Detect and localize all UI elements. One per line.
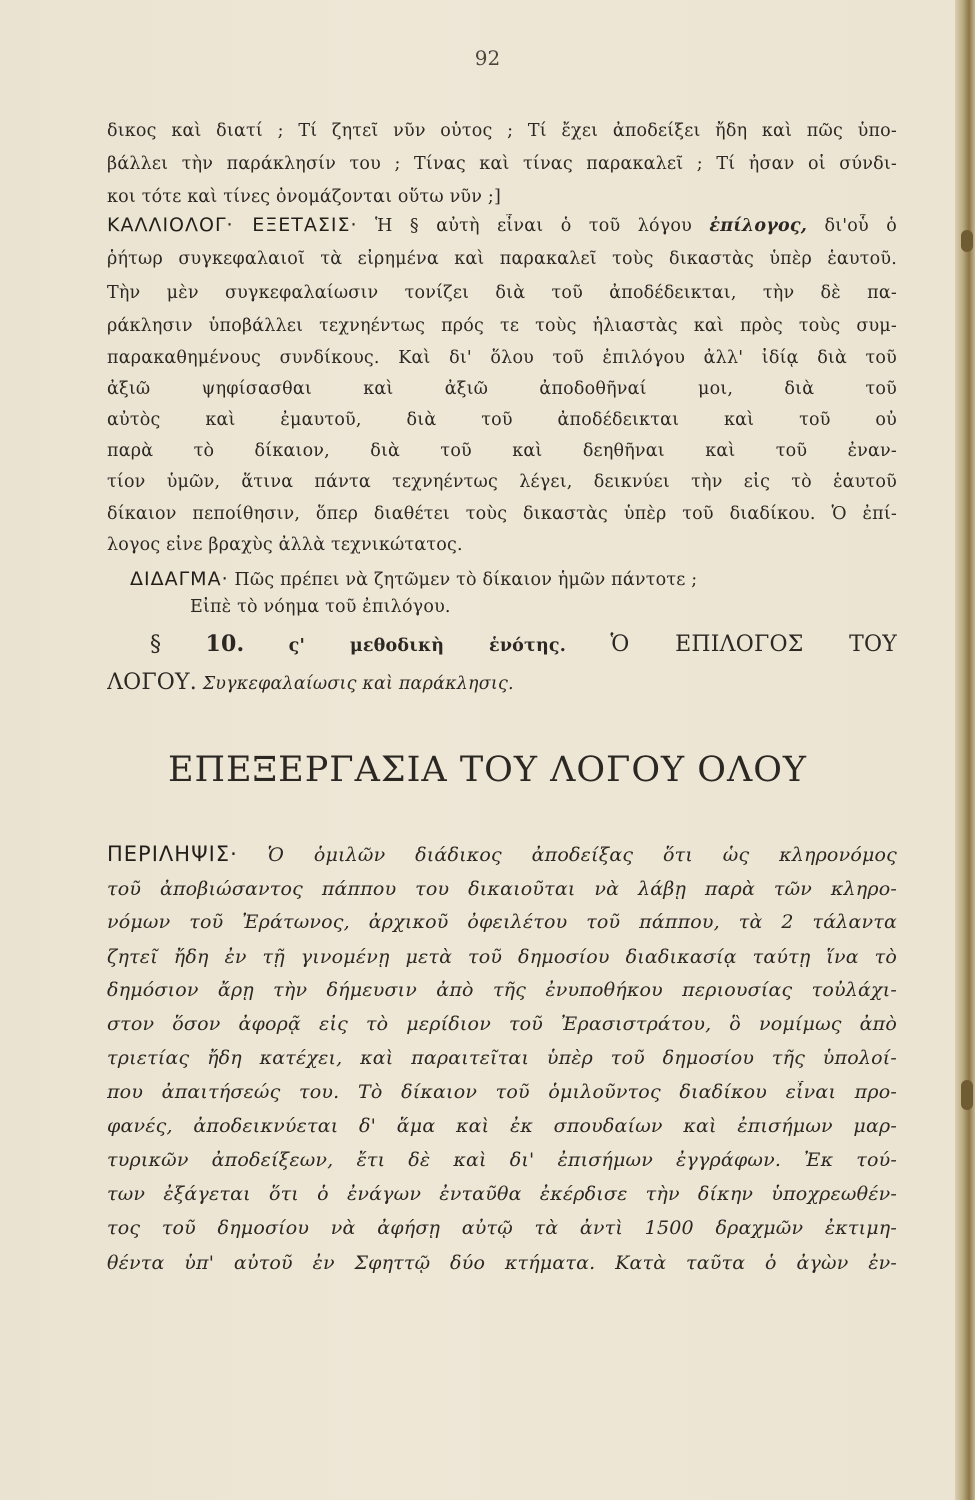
text-fragment: δι'οὗ ὁ	[824, 216, 897, 236]
text-line: τος τοῦ δημοσίου νὰ ἀφήσῃ αὐτῷ τὰ ἀντὶ 1500 δραχμῶν ἐκτιμη-	[107, 1217, 897, 1239]
text-line: τίον ὑμῶν, ἅτινα πάντα τεχνηέντως λέγει, δεικνύει τὴν εἰς τὸ ἑαυτοῦ	[107, 472, 897, 492]
section-title: Ὁ ΕΠΙΛΟΓΟΣ ΤΟΥ	[610, 632, 897, 657]
text-line	[107, 842, 897, 866]
text-line: Τὴν μὲν συγκεφαλαίωσιν τονίζει διὰ τοῦ ἀποδέδεικται, τὴν δὲ πα-	[107, 283, 897, 303]
text-line: τοῦ ἀποβιώσαντος πάππου του δικαιοῦται νὰ λάβῃ παρὰ τῶν κληρο-	[107, 878, 897, 900]
text-line: αὐτὸς καὶ ἐμαυτοῦ, διὰ τοῦ ἀποδέδεικται καὶ τοῦ οὐ	[107, 410, 897, 430]
text-line: στον ὅσον ἀφορᾷ εἰς τὸ μερίδιον τοῦ Ἐρασιστράτου, ὃ νομίμως ἀπὸ	[107, 1013, 897, 1035]
section-heading	[150, 631, 897, 657]
emphasis-word: ἐπίλογος,	[709, 216, 808, 236]
text-line: δημόσιον ἄρῃ τὴν δήμευσιν ἀπὸ τῆς ἐνυποθήκου περιουσίας τοὐλάχι-	[107, 979, 897, 1001]
text-fragment: Ὁ ὁμιλῶν διάδικος ἀποδείξας ὅτι ὡς κληρονόμος	[267, 844, 897, 866]
text-line: ζητεῖ ἤδη ἐν τῇ γινομένῃ μετὰ τοῦ δημοσίου διαδικασίᾳ ταύτῃ ἵνα τὸ	[107, 946, 897, 968]
text-fragment: Ἡ § αὐτὴ εἶναι ὁ τοῦ λόγου	[374, 216, 693, 236]
text-line: νόμων τοῦ Ἐράτωνος, ἀρχικοῦ ὀφειλέτου τοῦ πάππου, τὰ 2 τάλαντα	[107, 911, 897, 933]
text-line: παρακαθημένους συνδίκους. Καὶ δι' ὅλου τοῦ ἐπιλόγου ἀλλ' ἰδίᾳ διὰ τοῦ	[107, 348, 897, 368]
section-mark: §	[150, 632, 162, 657]
text-line	[107, 670, 897, 695]
exam-heading: ΚΑΛΛΙΟΛΟΓ· ΕΞΕΤΑΣΙΣ·	[107, 214, 358, 236]
page-number: 92	[474, 46, 501, 70]
edge-mark	[961, 1080, 973, 1110]
text-line: θέντα ὑπ' αὐτοῦ ἐν Σφηττῷ δύο κτήματα. Κατὰ ταῦτα ὁ ἀγὼν ἐν-	[107, 1252, 897, 1274]
summary-heading: ΠΕΡΙΛΗΨΙΣ·	[107, 842, 238, 866]
section-number: 10.	[205, 631, 245, 657]
text-line: παρὰ τὸ δίκαιον, διὰ τοῦ καὶ δεηθῆναι καὶ τοῦ ἐναν-	[107, 441, 897, 461]
main-heading: ΕΠΕΞΕΡΓΑΣΙΑ ΤΟΥ ΛΟΓΟΥ ΟΛΟΥ	[167, 750, 808, 790]
text-line: ράκλησιν ὑποβάλλει τεχνηέντως πρός τε τοὺς ἡλιαστὰς καὶ πρὸς τοὺς συμ-	[107, 316, 897, 336]
text-line: δίκαιον πεποίθησιν, ὅπερ διαθέτει τοὺς δικαστὰς ὑπὲρ τοῦ διαδίκου. Ὁ ἐπί-	[107, 504, 897, 524]
text-line: τυρικῶν ἀποδείξεων, ἔτι δὲ καὶ δι' ἐπισήμων ἐγγράφων. Ἐκ τού-	[107, 1149, 897, 1171]
section-title-cont: ΛΟΓΟΥ.	[107, 670, 197, 695]
text-line: φανές, ἀποδεικνύεται δ' ἅμα καὶ ἐκ σπουδαίων καὶ ἐπισήμων μαρ-	[107, 1115, 897, 1137]
text-fragment: Πῶς πρέπει νὰ ζητῶμεν τὸ δίκαιον ἡμῶν πάντοτε ;	[234, 570, 698, 590]
text-line: κοι τότε καὶ τίνες ὀνομάζονται οὕτω νῦν ;]	[107, 187, 501, 207]
section-subtitle: Συγκεφαλαίωσις καὶ παράκλησις.	[202, 674, 514, 694]
text-line: ῥήτωρ συγκεφαλαιοῖ τὰ εἰρημένα καὶ παρακαλεῖ τοὺς δικαστὰς ὑπὲρ ἑαυτοῦ.	[107, 249, 897, 269]
text-line: που ἀπαιτήσεώς του. Τὸ δίκαιον τοῦ ὁμιλοῦντος διαδίκου εἶναι προ-	[107, 1081, 897, 1103]
text-line: ἀξιῶ ψηφίσασθαι καὶ ἀξιῶ ἀποδοθῆναί μοι, διὰ τοῦ	[107, 379, 897, 399]
edge-mark	[961, 230, 973, 252]
text-line: τριετίας ἤδη κατέχει, καὶ παραιτεῖται ὑπὲρ τοῦ δημοσίου τῆς ὑπολοί-	[107, 1047, 897, 1069]
section-unit: ς' μεθοδικὴ ἑνότης.	[288, 636, 567, 656]
text-line: βάλλει τὴν παράκλησίν του ; Τίνας καὶ τίνας παρακαλεῖ ; Τί ἦσαν οἱ σύνδι-	[107, 154, 897, 174]
text-line	[107, 214, 897, 236]
text-line	[130, 568, 890, 590]
text-line: των ἐξάγεται ὅτι ὁ ἐνάγων ἐνταῦθα ἐκέρδισε τὴν δίκην ὑποχρεωθέν-	[107, 1183, 897, 1205]
text-line: δικος καὶ διατί ; Τί ζητεῖ νῦν οὗτος ; Τί ἔχει ἀποδείξει ἤδη καὶ πῶς ὑπο-	[107, 121, 897, 141]
text-line: λογος εἶνε βραχὺς ἀλλὰ τεχνικώτατος.	[107, 535, 463, 555]
text-line: Εἰπὲ τὸ νόημα τοῦ ἐπιλόγου.	[190, 597, 451, 617]
lesson-heading: ΔΙΔΑΓΜΑ·	[130, 568, 229, 590]
